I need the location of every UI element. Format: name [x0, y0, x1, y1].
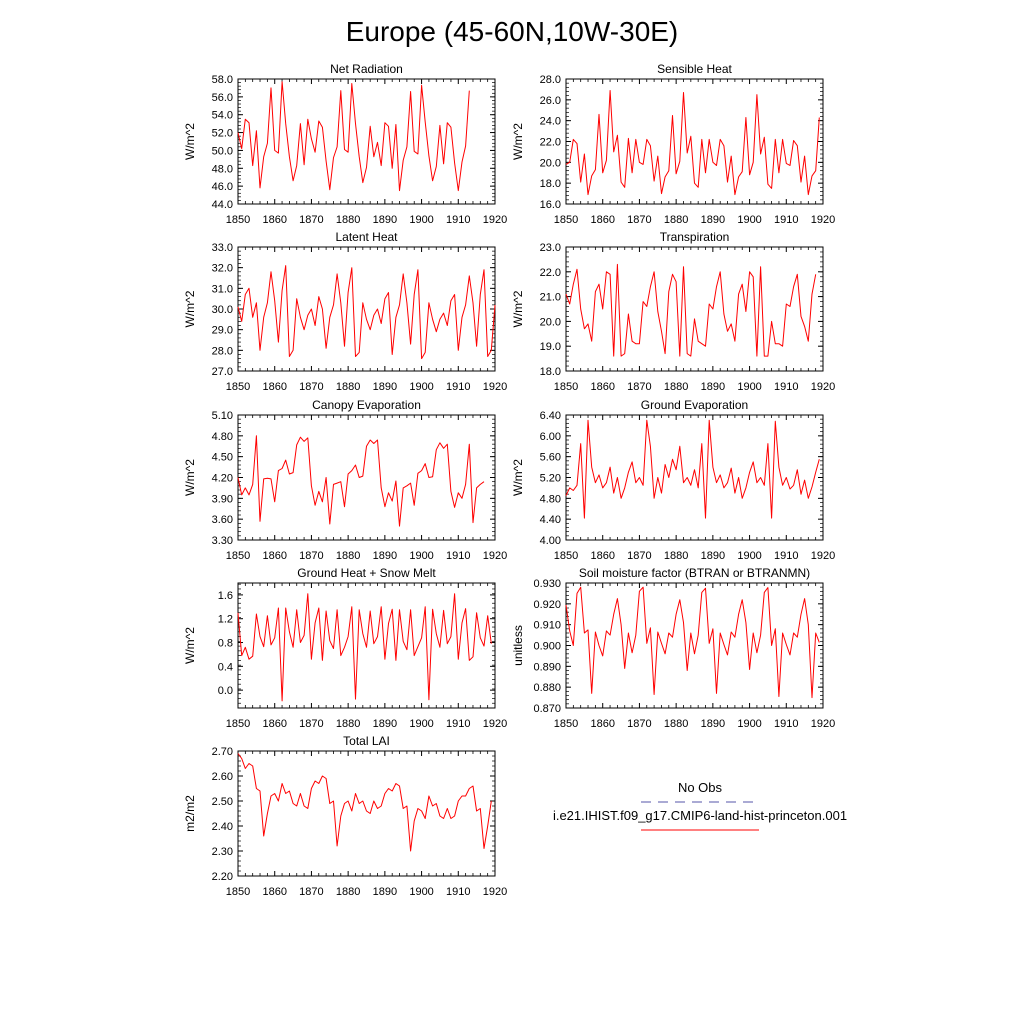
- y-tick-label: 46.0: [211, 181, 233, 194]
- y-axis-label: W/m^2: [183, 627, 197, 664]
- y-tick-label: 32.0: [211, 262, 233, 275]
- y-tick-label: 4.50: [211, 451, 233, 464]
- plot-frame: [238, 751, 495, 876]
- y-tick-label: 44.0: [211, 199, 233, 211]
- series-line: [238, 754, 491, 852]
- series-line: [566, 587, 819, 697]
- panel-title: Ground Evaporation: [640, 398, 749, 412]
- y-tick-label: 23.0: [539, 242, 561, 254]
- x-tick-label: 1890: [372, 214, 398, 226]
- x-tick-label: 1890: [372, 381, 398, 393]
- x-tick-label: 1900: [409, 886, 434, 898]
- y-axis-label: m2/m2: [183, 795, 197, 832]
- x-tick-label: 1910: [774, 718, 799, 730]
- series-line: [238, 82, 469, 191]
- x-tick-label: 1850: [225, 381, 251, 393]
- y-tick-label: 3.60: [211, 514, 233, 527]
- panels: [183, 62, 835, 898]
- x-tick-label: 1890: [372, 718, 398, 730]
- y-tick-label: 58.0: [211, 74, 233, 86]
- panel-title: Latent Heat: [335, 230, 398, 244]
- y-tick-label: 0.880: [533, 682, 561, 695]
- panel-1: [183, 62, 507, 226]
- plot-frame: [238, 79, 495, 204]
- y-axis-label: W/m^2: [511, 123, 525, 160]
- y-axis-label: W/m^2: [511, 290, 525, 328]
- x-tick-label: 1910: [446, 718, 471, 730]
- series-line: [566, 420, 819, 518]
- x-tick-label: 1850: [225, 214, 251, 226]
- panel-5: [183, 398, 507, 562]
- x-tick-label: 1920: [482, 214, 508, 226]
- x-tick-label: 1850: [553, 381, 579, 393]
- x-tick-label: 1860: [590, 718, 615, 730]
- x-tick-label: 1860: [262, 214, 287, 226]
- panel-3: [183, 230, 507, 393]
- x-tick-label: 1910: [446, 886, 471, 898]
- y-tick-label: 18.0: [539, 366, 561, 378]
- x-tick-label: 1910: [774, 550, 799, 562]
- x-tick-label: 1900: [737, 718, 762, 730]
- y-tick-label: 50.0: [211, 145, 233, 158]
- panel-title: Sensible Heat: [657, 62, 732, 76]
- x-tick-label: 1900: [737, 381, 762, 393]
- legend-obs-label: No Obs: [677, 780, 723, 795]
- y-tick-label: 26.0: [539, 94, 561, 107]
- x-tick-label: 1880: [663, 718, 689, 730]
- x-tick-label: 1900: [409, 214, 434, 226]
- x-tick-label: 1910: [446, 214, 471, 226]
- x-tick-label: 1870: [299, 381, 324, 393]
- x-tick-label: 1890: [700, 718, 726, 730]
- x-tick-label: 1860: [590, 381, 615, 393]
- x-tick-label: 1870: [627, 550, 652, 562]
- y-tick-label: 0.870: [533, 703, 561, 715]
- y-tick-label: 5.60: [539, 451, 561, 464]
- y-tick-label: 18.0: [539, 178, 561, 191]
- x-tick-label: 1860: [262, 550, 287, 562]
- series-line: [238, 266, 495, 359]
- y-axis-label: W/m^2: [183, 123, 197, 160]
- y-tick-label: 6.40: [539, 410, 561, 422]
- y-tick-label: 48.0: [211, 163, 233, 176]
- x-tick-label: 1890: [700, 550, 726, 562]
- y-tick-label: 56.0: [211, 91, 233, 104]
- panel-title: Canopy Evaporation: [312, 398, 421, 412]
- y-tick-label: 31.0: [211, 283, 233, 296]
- x-tick-label: 1910: [446, 550, 471, 562]
- y-tick-label: 0.890: [533, 661, 561, 674]
- y-tick-label: 1.6: [217, 589, 233, 602]
- y-tick-label: 5.20: [539, 472, 561, 485]
- y-tick-label: 29.0: [211, 324, 233, 337]
- panel-9: [183, 734, 507, 898]
- y-tick-label: 28.0: [539, 74, 561, 86]
- y-axis-label: W/m^2: [183, 290, 197, 328]
- y-tick-label: 0.920: [533, 598, 561, 611]
- x-tick-label: 1880: [663, 550, 689, 562]
- y-tick-label: 20.0: [539, 157, 561, 170]
- plot-frame: [566, 79, 823, 204]
- y-tick-label: 3.30: [211, 535, 233, 547]
- legend: [553, 780, 847, 830]
- legend-model-label: i.e21.IHIST.f09_g17.CMIP6-land-hist-princeton.001: [552, 808, 848, 823]
- x-tick-label: 1860: [590, 550, 615, 562]
- series-line: [566, 264, 816, 356]
- x-tick-label: 1920: [810, 214, 836, 226]
- y-tick-label: 2.30: [211, 846, 233, 858]
- x-tick-label: 1870: [299, 718, 324, 730]
- x-tick-label: 1870: [627, 718, 652, 730]
- x-tick-label: 1880: [335, 886, 361, 898]
- y-tick-label: 2.50: [211, 796, 233, 808]
- series-line: [238, 594, 491, 701]
- panel-8: [511, 566, 835, 730]
- y-tick-label: 4.00: [539, 535, 561, 547]
- panel-7: [183, 566, 507, 730]
- x-tick-label: 1920: [810, 550, 836, 562]
- y-axis-label: W/m^2: [511, 459, 525, 496]
- panel-2: [511, 62, 835, 226]
- x-tick-label: 1850: [225, 718, 251, 730]
- x-tick-label: 1920: [482, 381, 508, 393]
- y-tick-label: 0.900: [533, 640, 561, 653]
- x-tick-label: 1920: [482, 886, 508, 898]
- x-tick-label: 1850: [553, 214, 579, 226]
- y-tick-label: 2.60: [211, 771, 233, 783]
- y-tick-label: 30.0: [211, 304, 233, 316]
- x-tick-label: 1900: [409, 550, 434, 562]
- x-tick-label: 1870: [627, 381, 652, 393]
- x-tick-label: 1850: [225, 886, 251, 898]
- y-tick-label: 5.10: [211, 410, 233, 422]
- x-tick-label: 1880: [663, 381, 689, 393]
- x-tick-label: 1870: [299, 550, 324, 562]
- y-tick-label: 54.0: [211, 109, 233, 122]
- plot-frame: [566, 247, 823, 371]
- y-tick-label: 16.0: [539, 199, 561, 211]
- panel-title: Transpiration: [659, 230, 730, 244]
- x-tick-label: 1900: [737, 550, 762, 562]
- plot-frame: [566, 415, 823, 540]
- y-tick-label: 28.0: [211, 345, 233, 358]
- y-tick-label: 22.0: [539, 266, 561, 279]
- x-tick-label: 1880: [335, 718, 361, 730]
- figure-title: Europe (45-60N,10W-30E): [345, 16, 679, 47]
- x-tick-label: 1870: [299, 214, 324, 226]
- x-tick-label: 1860: [262, 718, 287, 730]
- x-tick-label: 1860: [262, 886, 287, 898]
- y-tick-label: 21.0: [539, 291, 561, 304]
- panel-title: Soil moisture factor (BTRAN or BTRANMN): [578, 566, 811, 580]
- x-tick-label: 1920: [482, 718, 508, 730]
- panel-title: Net Radiation: [330, 62, 403, 76]
- plot-frame: [238, 247, 495, 371]
- y-tick-label: 2.40: [211, 821, 233, 833]
- x-tick-label: 1890: [700, 214, 726, 226]
- x-tick-label: 1920: [810, 718, 836, 730]
- x-tick-label: 1850: [225, 550, 251, 562]
- y-tick-label: 1.2: [217, 613, 233, 626]
- panel-4: [511, 230, 835, 393]
- y-tick-label: 22.0: [539, 136, 561, 149]
- x-tick-label: 1870: [627, 214, 652, 226]
- y-tick-label: 2.20: [211, 871, 233, 883]
- x-tick-label: 1920: [810, 381, 836, 393]
- y-tick-label: 24.0: [539, 115, 561, 128]
- y-axis-label: unitless: [511, 625, 525, 666]
- series-line: [566, 91, 819, 195]
- y-axis-label: W/m^2: [183, 459, 197, 496]
- x-tick-label: 1920: [482, 550, 508, 562]
- y-tick-label: 0.930: [533, 578, 561, 590]
- panel-title: Ground Heat + Snow Melt: [297, 566, 436, 580]
- x-tick-label: 1900: [409, 381, 434, 393]
- series-line: [238, 436, 484, 526]
- x-tick-label: 1880: [663, 214, 689, 226]
- y-tick-label: 0.0: [217, 685, 233, 698]
- y-tick-label: 19.0: [539, 341, 561, 354]
- panel-title: Total LAI: [343, 734, 390, 748]
- x-tick-label: 1860: [590, 214, 615, 226]
- y-tick-label: 4.80: [539, 493, 561, 506]
- plot-frame: [238, 415, 495, 540]
- y-tick-label: 4.20: [211, 472, 233, 485]
- x-tick-label: 1880: [335, 381, 361, 393]
- y-tick-label: 52.0: [211, 127, 233, 140]
- y-tick-label: 4.80: [211, 430, 233, 443]
- x-tick-label: 1870: [299, 886, 324, 898]
- x-tick-label: 1910: [446, 381, 471, 393]
- x-tick-label: 1880: [335, 550, 361, 562]
- y-tick-label: 27.0: [211, 366, 233, 378]
- x-tick-label: 1860: [262, 381, 287, 393]
- y-tick-label: 2.70: [211, 746, 233, 758]
- x-tick-label: 1880: [335, 214, 361, 226]
- y-tick-label: 4.40: [539, 514, 561, 527]
- x-tick-label: 1850: [553, 718, 579, 730]
- y-tick-label: 0.910: [533, 619, 561, 632]
- y-tick-label: 6.00: [539, 430, 561, 443]
- x-tick-label: 1850: [553, 550, 579, 562]
- y-tick-label: 0.8: [217, 637, 233, 650]
- x-tick-label: 1910: [774, 214, 799, 226]
- y-tick-label: 20.0: [539, 316, 561, 329]
- x-tick-label: 1890: [700, 381, 726, 393]
- x-tick-label: 1900: [737, 214, 762, 226]
- panel-6: [511, 398, 835, 562]
- x-tick-label: 1910: [774, 381, 799, 393]
- x-tick-label: 1900: [409, 718, 434, 730]
- x-tick-label: 1890: [372, 550, 398, 562]
- y-tick-label: 0.4: [217, 661, 233, 674]
- y-tick-label: 3.90: [211, 493, 233, 506]
- x-tick-label: 1890: [372, 886, 398, 898]
- y-tick-label: 33.0: [211, 242, 233, 254]
